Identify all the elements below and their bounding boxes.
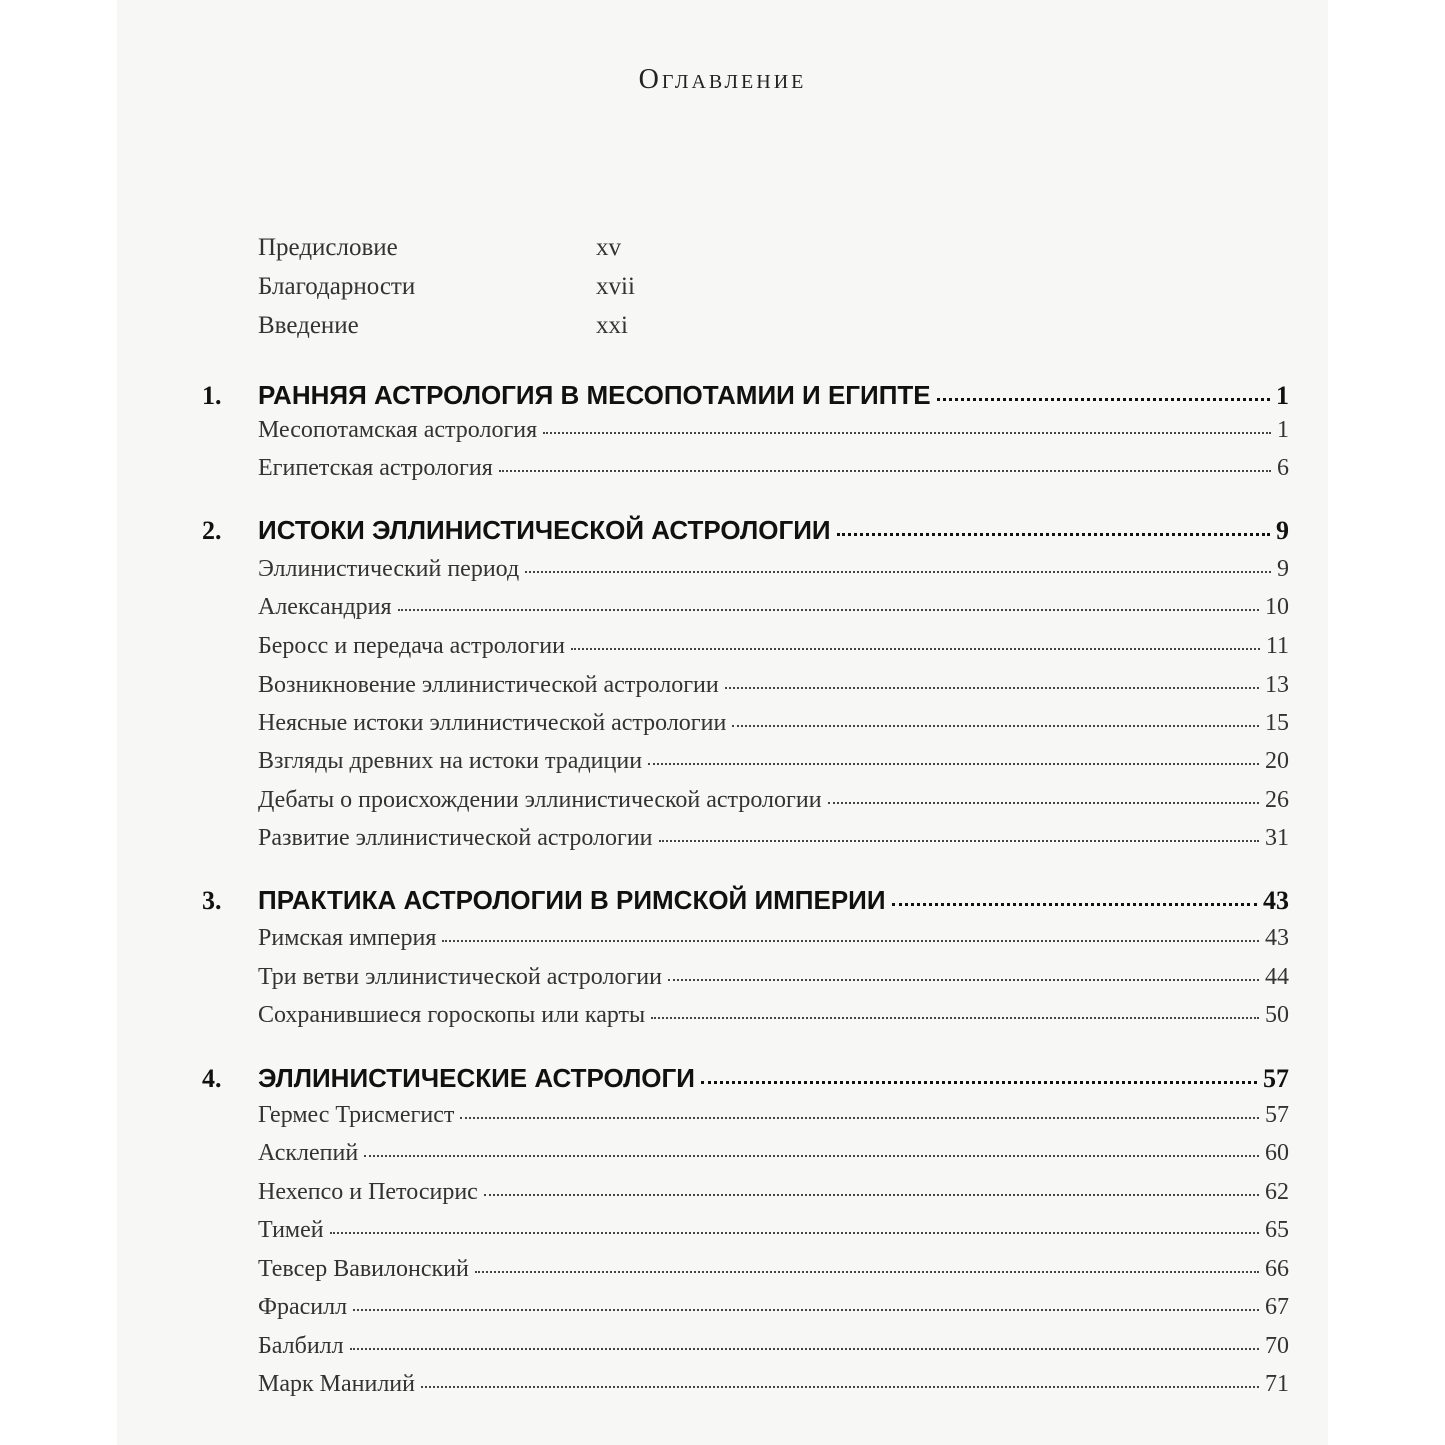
- toc-entry-label: Месопотамская астрология: [258, 417, 538, 443]
- toc-entry: [258, 672, 1289, 699]
- chapter-number: 4.: [202, 1064, 222, 1093]
- page-title: Оглавление: [638, 64, 807, 95]
- toc-entry-label: Возникновение эллинистической астрологии: [258, 672, 719, 698]
- toc-entry-label: Александрия: [258, 594, 392, 620]
- toc-entry-page: 57: [1265, 1102, 1289, 1128]
- toc-entry-label: Тимей: [258, 1217, 324, 1243]
- toc-entry-label: Беросс и передача астрологии: [258, 633, 565, 659]
- toc-entry-page: 43: [1265, 925, 1289, 951]
- chapter-number: 2.: [202, 516, 222, 545]
- chapter-page: 1: [1276, 381, 1289, 410]
- front-matter-label: Благодарности: [258, 273, 416, 300]
- toc-entry-page: 10: [1265, 594, 1289, 620]
- toc-entry-page: 71: [1265, 1371, 1289, 1397]
- toc-entry: [258, 748, 1289, 775]
- toc-entry-label: Египетская астрология: [258, 455, 493, 481]
- chapter-heading: [202, 885, 1289, 916]
- toc-entry-page: 6: [1277, 455, 1289, 481]
- dot-leader: [828, 802, 1259, 804]
- dot-leader: [668, 979, 1259, 981]
- front-matter-item: [258, 234, 621, 262]
- dot-leader: [330, 1232, 1259, 1234]
- toc-entry: [258, 633, 1289, 660]
- toc-entry-page: 13: [1265, 672, 1289, 698]
- dot-leader: [571, 648, 1260, 650]
- front-matter-item: [258, 312, 628, 340]
- chapter-heading: [202, 380, 1289, 411]
- toc-entry-page: 70: [1265, 1333, 1289, 1359]
- toc-entry-page: 9: [1277, 556, 1289, 582]
- dot-leader: [837, 533, 1270, 536]
- toc-entry-label: Взгляды древних на истоки традиции: [258, 748, 643, 774]
- chapter-heading: [202, 515, 1289, 546]
- toc-entry-page: 60: [1265, 1140, 1289, 1166]
- dot-leader: [484, 1194, 1259, 1196]
- dot-leader: [651, 1017, 1259, 1019]
- toc-entry-label: Гермес Трисмегист: [258, 1102, 455, 1128]
- book-page: [117, 0, 1328, 1445]
- toc-entry: [258, 594, 1289, 621]
- toc-entry: [258, 825, 1289, 852]
- toc-entry: [258, 455, 1289, 482]
- toc-entry: [258, 1002, 1289, 1029]
- dot-leader: [937, 398, 1270, 401]
- toc-entry: [258, 787, 1289, 814]
- toc-entry-label: Асклепий: [258, 1140, 359, 1166]
- toc-entry: [258, 1102, 1289, 1129]
- dot-leader: [701, 1081, 1257, 1084]
- toc-entry: [258, 1179, 1289, 1206]
- toc-entry: [258, 1333, 1289, 1360]
- chapter-page: 43: [1263, 886, 1289, 915]
- toc-entry-page: 50: [1265, 1002, 1289, 1028]
- chapter-page: 9: [1276, 516, 1289, 545]
- toc-entry-page: 66: [1265, 1256, 1289, 1282]
- toc-entry: [258, 710, 1289, 737]
- toc-entry: [258, 417, 1289, 444]
- chapter-title: РАННЯЯ АСТРОЛОГИЯ В МЕСОПОТАМИИ И ЕГИПТЕ: [258, 380, 931, 410]
- dot-leader: [648, 763, 1259, 765]
- toc-entry-label: Три ветви эллинистической астрологии: [258, 964, 662, 990]
- dot-leader: [353, 1309, 1259, 1311]
- front-matter-label: Предисловие: [258, 234, 398, 261]
- toc-entry-label: Неясные истоки эллинистической астрологии: [258, 710, 727, 736]
- toc-entry-page: 67: [1265, 1294, 1289, 1320]
- toc-entry: [258, 1217, 1289, 1244]
- dot-leader: [732, 725, 1259, 727]
- toc-entry: [258, 1294, 1289, 1321]
- toc-entry-page: 20: [1265, 748, 1289, 774]
- front-matter-page: xvii: [596, 273, 635, 300]
- toc-entry-label: Нехепсо и Петосирис: [258, 1179, 478, 1205]
- dot-leader: [442, 940, 1259, 942]
- dot-leader: [725, 687, 1259, 689]
- dot-leader: [475, 1271, 1259, 1273]
- toc-entry-label: Балбилл: [258, 1333, 344, 1359]
- toc-entry-page: 15: [1265, 710, 1289, 736]
- chapter-title: ПРАКТИКА АСТРОЛОГИИ В РИМСКОЙ ИМПЕРИИ: [258, 885, 886, 915]
- toc-entry: [258, 925, 1289, 952]
- toc-entry-page: 11: [1265, 633, 1289, 659]
- dot-leader: [364, 1155, 1259, 1157]
- toc-entry-label: Тевсер Вавилонский: [258, 1256, 469, 1282]
- toc-entry-page: 26: [1265, 787, 1289, 813]
- dot-leader: [525, 571, 1271, 573]
- toc-entry: [258, 1140, 1289, 1167]
- dot-leader: [421, 1386, 1259, 1388]
- toc-entry: [258, 964, 1289, 991]
- front-matter-item: [258, 273, 635, 301]
- toc-entry-page: 65: [1265, 1217, 1289, 1243]
- toc-entry-label: Римская империя: [258, 925, 437, 951]
- dot-leader: [499, 470, 1271, 472]
- toc-entry-label: Сохранившиеся гороскопы или карты: [258, 1002, 646, 1028]
- toc-entry: [258, 1371, 1289, 1398]
- toc-entry-label: Дебаты о происхождении эллинистической астрологии: [258, 787, 822, 813]
- dot-leader: [398, 609, 1259, 611]
- toc-entry-label: Марк Манилий: [258, 1371, 415, 1397]
- chapter-number: 1.: [202, 381, 222, 410]
- chapter-heading: [202, 1063, 1289, 1094]
- dot-leader: [350, 1348, 1259, 1350]
- chapter-title: ЭЛЛИНИСТИЧЕСКИЕ АСТРОЛОГИ: [258, 1063, 695, 1093]
- chapter-number: 3.: [202, 886, 222, 915]
- toc-entry: [258, 556, 1289, 583]
- toc-entry-page: 31: [1265, 825, 1289, 851]
- toc-entry: [258, 1256, 1289, 1283]
- toc-entry-page: 1: [1277, 417, 1289, 443]
- toc-entry-page: 44: [1265, 964, 1289, 990]
- toc-entry-label: Развитие эллинистической астрологии: [258, 825, 653, 851]
- front-matter-page: xxi: [596, 312, 628, 339]
- toc-entry-label: Эллинистический период: [258, 556, 520, 582]
- dot-leader: [543, 432, 1271, 434]
- front-matter-label: Введение: [258, 312, 359, 339]
- toc-entry-page: 62: [1265, 1179, 1289, 1205]
- dot-leader: [659, 840, 1259, 842]
- chapter-page: 57: [1263, 1064, 1289, 1093]
- toc-entry-label: Фрасилл: [258, 1294, 348, 1320]
- front-matter-page: xv: [596, 234, 621, 261]
- dot-leader: [892, 903, 1257, 906]
- chapter-title: ИСТОКИ ЭЛЛИНИСТИЧЕСКОЙ АСТРОЛОГИИ: [258, 515, 831, 545]
- dot-leader: [460, 1117, 1259, 1119]
